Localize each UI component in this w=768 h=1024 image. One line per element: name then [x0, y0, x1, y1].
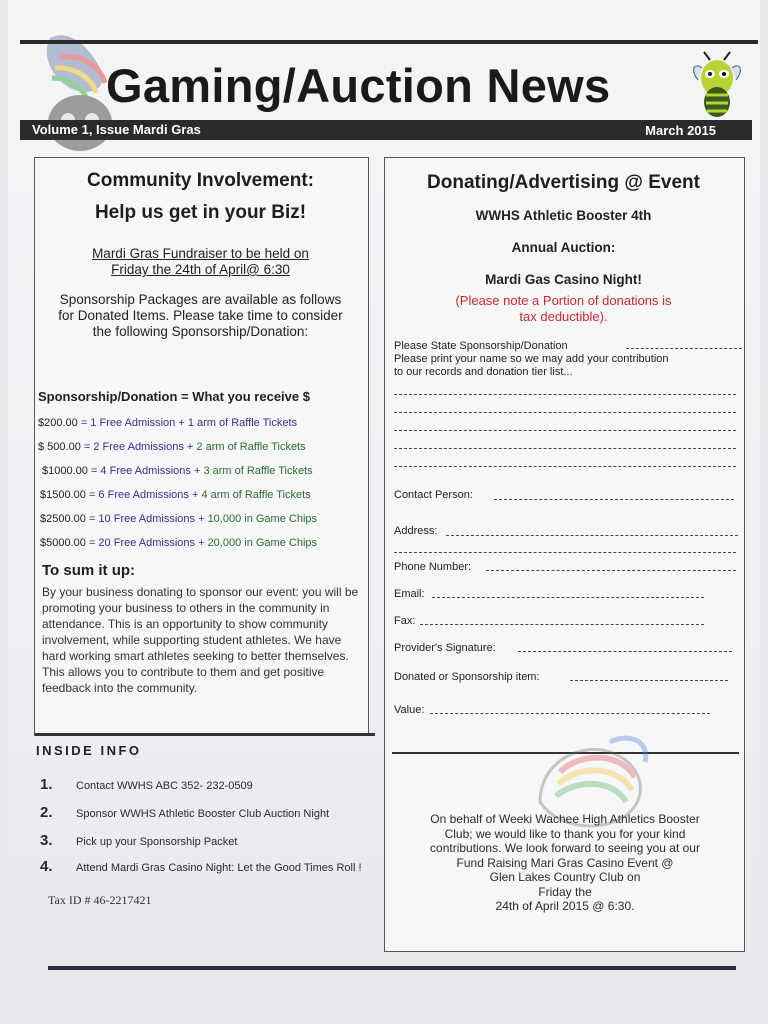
header-top-rule: [20, 40, 758, 44]
left-heading-2: Help us get in your Biz!: [94, 202, 307, 223]
tier-raffle: 10,000 in Game Chips: [207, 513, 318, 525]
fax-field[interactable]: [420, 624, 704, 625]
name-entry-line[interactable]: [394, 394, 736, 395]
tier-table-header: Sponsorship/Donation = What you receive $: [38, 389, 310, 404]
event-line-1: Mardi Gras Fundraiser to be held on: [92, 246, 309, 261]
email-label: Email:: [394, 588, 425, 600]
tier-row: [42, 465, 313, 477]
info-item-text: Contact WWHS ABC 352- 232-0509: [76, 780, 253, 792]
issue-label: Volume 1, Issue Mardi Gras: [32, 122, 201, 137]
info-item-number: 4.: [40, 858, 53, 875]
sponsor-intro-3: the following Sponsorship/Donation:: [92, 324, 309, 339]
address-label: Address:: [394, 525, 438, 537]
tier-admission: = 10 Free Admissions +: [85, 513, 208, 525]
name-entry-line[interactable]: [394, 430, 736, 431]
state-sponsorship-label: Please State Sponsorship/Donation: [394, 340, 568, 352]
tier-admission: = 1 Free Admission +: [77, 417, 188, 429]
tax-id: Tax ID # 46-2217421: [48, 893, 152, 907]
thank-you-message: [394, 812, 736, 914]
right-subheading-3: Mardi Gas Casino Night!: [485, 272, 642, 287]
info-item-text: Pick up your Sponsorship Packet: [76, 836, 238, 848]
footer-rule: [48, 966, 736, 970]
tier-admission: = 4 Free Admissions +: [87, 465, 204, 477]
tier-raffle: 4 arm of Raffle Tickets: [201, 489, 311, 501]
inside-info-item: [40, 832, 237, 850]
tier-amount: $1000.00: [42, 465, 88, 477]
event-line-2: Friday the 24th of April@ 6:30: [111, 262, 290, 277]
tier-admission: = 6 Free Admissions +: [85, 489, 202, 501]
right-subheading-2: Annual Auction:: [511, 240, 616, 255]
donated-item-field[interactable]: [570, 680, 728, 681]
sum-up-heading: To sum it up:: [42, 562, 136, 579]
thanks-line: Friday the: [538, 884, 592, 899]
inside-info-heading: INSIDE INFO: [36, 743, 142, 758]
tier-row: [40, 513, 317, 525]
tier-row: [38, 441, 306, 453]
issue-bar: [20, 120, 752, 140]
info-item-number: 1.: [40, 776, 53, 793]
thanks-line: Fund Raising Mari Gras Casino Event @: [456, 855, 674, 870]
tier-amount: $5000.00: [40, 537, 86, 549]
tier-amount: $200.00: [38, 417, 78, 429]
inside-info-item: [40, 804, 329, 822]
info-item-number: 3.: [40, 832, 53, 849]
email-field[interactable]: [432, 597, 704, 598]
phone-number-label: Phone Number:: [394, 561, 472, 573]
tax-note-2: tax deductible).: [519, 309, 608, 324]
info-item-text: Sponsor WWHS Athletic Booster Club Auction Night: [76, 808, 330, 820]
value-label: Value:: [394, 704, 425, 716]
thanks-line: 24th of April 2015 @ 6:30.: [495, 899, 635, 913]
left-heading-1: Community Involvement:: [87, 170, 314, 191]
tier-raffle: 20,000 in Game Chips: [207, 537, 318, 549]
tier-raffle: 1 arm of Raffle Tickets: [187, 417, 298, 429]
name-entry-line[interactable]: [394, 412, 736, 413]
sponsor-intro-2: for Donated Items. Please take time to consider: [58, 308, 343, 323]
hornet-mascot-icon: [692, 50, 742, 122]
tier-admission: = 2 Free Admissions +: [80, 441, 197, 453]
tier-amount: $2500.00: [40, 513, 86, 525]
thanks-line: Club; we would like to thank you for your kind: [444, 826, 686, 841]
thanks-line: On behalf of Weeki Wachee High Athletics Booster: [430, 812, 700, 826]
providers-signature-label: Provider's Signature:: [394, 642, 496, 654]
inside-info-item: [40, 858, 362, 876]
issue-date: March 2015: [645, 123, 716, 138]
state-sponsorship-line[interactable]: [626, 348, 742, 349]
right-subheading-1: WWHS Athletic Booster 4th: [475, 208, 652, 223]
tier-row: [38, 417, 297, 429]
print-name-line-1: Please print your name so we may add your contribution: [394, 353, 669, 365]
thanks-line: Glen Lakes Country Club on: [489, 870, 641, 884]
info-item-text: Attend Mardi Gras Casino Night: Let the Good Times Roll !: [76, 862, 362, 874]
tier-row: [40, 537, 317, 549]
tier-amount: $1500.00: [40, 489, 86, 501]
donated-item-label: Donated or Sponsorship item:: [394, 671, 540, 683]
tier-admission: = 20 Free Admissions +: [85, 537, 208, 549]
name-entry-line[interactable]: [394, 448, 736, 449]
tier-raffle: 3 arm of Raffle Tickets: [203, 465, 313, 477]
contact-person-label: Contact Person:: [394, 489, 473, 501]
right-heading: Donating/Advertising @ Event: [427, 172, 700, 193]
thanks-line: contributions. We look forward to seeing you at our: [430, 841, 700, 855]
name-entry-line[interactable]: [394, 466, 736, 467]
fax-label: Fax:: [394, 615, 416, 627]
masthead-title: Gaming/Auction News: [106, 59, 611, 112]
print-name-line-2: to our records and donation tier list...: [394, 366, 573, 378]
value-field[interactable]: [430, 713, 710, 714]
tax-note-1: (Please note a Portion of donations is: [455, 293, 672, 308]
tier-row: [40, 489, 311, 501]
address-field-line-2[interactable]: [394, 552, 736, 553]
inside-info-item: [40, 776, 253, 794]
phone-number-field[interactable]: [486, 570, 736, 571]
tier-amount: $ 500.00: [38, 441, 81, 453]
contact-person-field[interactable]: [494, 499, 734, 500]
sum-up-body: By your business donating to sponsor our event: you will be promoting your business to others in the community in attendance. This is an opportunity to show community involvement, while supporting student athletes. We have hard working smart athletes seeking to better themselves. This allows you to contribute to them and get positive feedback into the community.: [42, 585, 359, 695]
address-field[interactable]: [446, 535, 738, 536]
left-box-bottom-rule: [35, 733, 375, 736]
tier-raffle: 2 arm of Raffle Tickets: [196, 441, 306, 453]
sponsor-intro-1: Sponsorship Packages are available as follows: [59, 292, 342, 307]
providers-signature-field[interactable]: [518, 651, 732, 652]
info-item-number: 2.: [40, 804, 53, 821]
